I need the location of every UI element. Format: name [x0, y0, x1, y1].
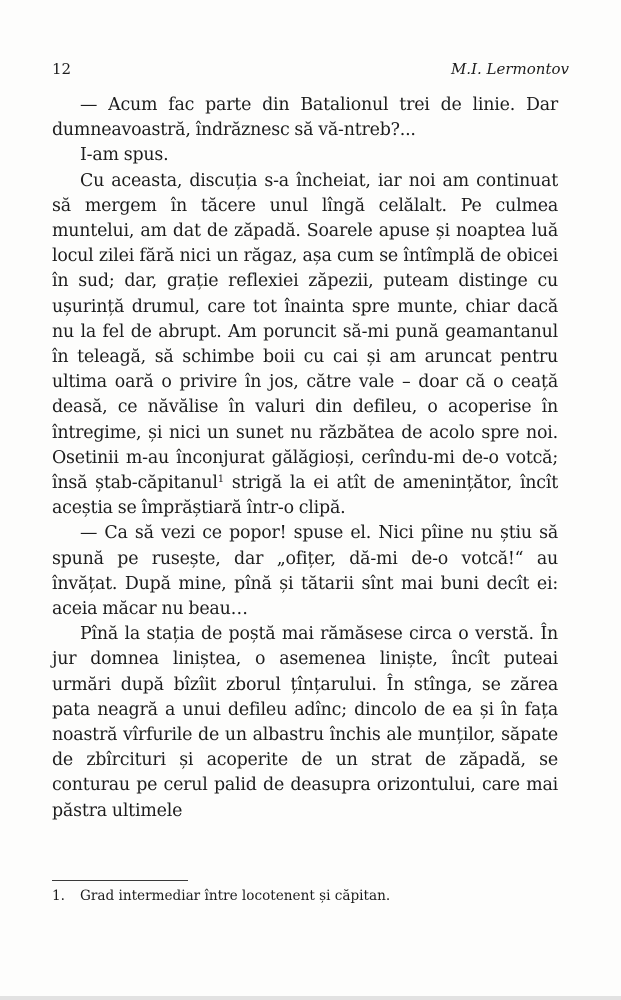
running-header: [52, 60, 569, 84]
paragraph: I-am spus.: [80, 145, 169, 166]
footnote-divider: [52, 880, 188, 881]
paragraph-text: Cu aceasta, discuția s-a încheiat, iar noi am continuat să mergem în tăcere unul lîngă celălalt. Pe culmea muntelui, am dat de zăpadă. Soarele apuse și noaptea luă locul zilei fără nici un răgaz, așa cum se întîmplă de obicei în sud; dar, grație reflexiei zăpezii, puteam distinge cu ușurință drumul, care tot înainta spre munte, chiar dacă nu la fel de abrupt. Am poruncit să-mi pună geamantanul în teleagă, să schimbe boii cu cai și am aruncat pentru ultima oară o privire în jos, către vale – doar că o ceață deasă, ce năvălise în valuri din defileu, o acoperise în întregime, și nici un sunet nu răzbătea de acolo spre noi. Osetinii m-au înconjurat gălăgioși, cerîndu-mi de-o votcă; însă ștab-căpitanul: [52, 170, 558, 494]
footnote-text: Grad intermediar între locotenent și căpitan.: [80, 888, 391, 904]
paragraph: — Ca să vezi ce popor! spuse el. Nici pîine nu știu să spună pe rusește, dar „ofițer, dă-mi de-o votcă!“ au învățat. După mine, pînă și tătarii sînt mai buni decît ei: aceia măcar nu beau…: [52, 523, 558, 620]
footnote-marker: 1: [217, 474, 224, 486]
body-text: [52, 93, 558, 824]
footnote-number: 1.: [52, 888, 65, 904]
paragraph-text-continued: strigă la ei atît de amenințător, încît aceștia se împrăștiară într-o clipă.: [52, 473, 558, 519]
page-bottom-edge: [0, 996, 621, 1000]
paragraph: — Acum fac parte din Batalionul trei de linie. Dar dumneavoastră, îndrăznesc să vă-ntreb?...: [52, 95, 558, 141]
page-number: 12: [52, 60, 72, 78]
footnote: [52, 887, 558, 905]
paragraph: [52, 169, 558, 522]
book-author: M.I. Lermontov: [450, 60, 569, 78]
paragraph: Pînă la stația de poștă mai rămăsese circa o verstă. În jur domnea liniștea, o asemenea liniște, încît puteai urmări după bîzîit zborul țînțarului. În stînga, se zărea pata neagră a unui defileu adînc; dincolo de ea și în fața noastră vîrfurile de un albastru închis ale munților, săpate de zbîrcituri și acoperite de un strat de zăpadă, se conturau pe cerul palid de deasupra orizontului, care mai păstra ultimele: [52, 624, 558, 821]
